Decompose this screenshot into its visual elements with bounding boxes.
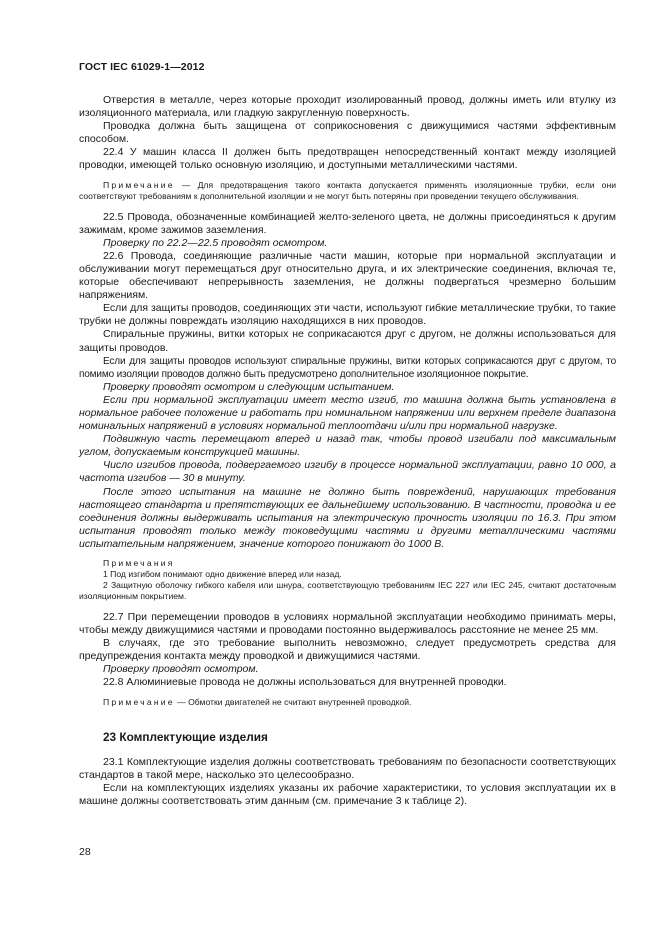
paragraph: Если для защиты проводов, соединяющих эти части, используют гибкие металлические трубки, то такие трубки не должны повреждать изоляцию находящихся в них проводов. [79,302,616,328]
test-paragraph: Подвижную часть перемещают вперед и назад так, чтобы провод изгибали под максимальным углом, допускаемым конструкцией машины. [79,433,616,459]
clause-22-7: 22.7 При перемещении проводов в условиях нормальной эксплуатации необходимо принимать меры, чтобы между движущимися частями и проводами постоянно выдерживалось расстояние не менее 25 мм. [79,611,616,637]
check-statement: Проверку проводят осмотром. [103,663,259,676]
note-text: — Для предотвращения такого контакта допускается применять изоляционные трубки, если они соответствуют требованиям к дополнительной изоляции и не могут быть потеряны при проведении текущего обслуживания. [79,179,617,201]
note-text: — Обмотки двигателей не считают внутренней проводкой. [177,696,412,707]
document-body [79,94,616,808]
note-item: 2 Защитную оболочку гибкого кабеля или шнура, соответствующую требованиям IEC 227 или IEC 245, считают достаточным изоляционным покрытием. [79,580,616,601]
note [79,697,616,708]
test-paragraph: Если при нормальной эксплуатации имеет место изгиб, то машина должна быть установлена в нормальное рабочее положение и работать при номинальном напряжении или верхнем пределе диапазона номинальных напряжений в условиях нормальной теплоотдачи и/или при нормальной нагрузке. [79,393,616,433]
test-paragraph: После этого испытания на машине не должно быть повреждений, нарушающих требования настоящего стандарта и препятствующих ее дальнейшему использованию. В частности, проводка и ее соединения должны выдерживать испытания на электрическую прочность изоляции по 16.3. При этом испытания проводят только между токоведущими частями и другими металлическими частями испытательным напряжением, значение которого понижают до 1000 В. [79,485,616,550]
clause-23-1: 23.1 Комплектующие изделия должны соответствовать требованиям по безопасности соответствующих стандартов в такой мере, насколько это целесообразно. [79,755,616,781]
note-label: Примечание [103,696,175,707]
paragraph: Если для защиты проводов используют спиральные пружины, витки которых соприкасаются друг с другом, то помимо изоляции проводов должно быть предусмотрено дополнительное изоляционное покрытие. [79,355,616,380]
notes-label: Примечания [103,558,175,568]
document-header: ГОСТ IEC 61029-1—2012 [79,61,205,73]
page-number: 28 [79,846,91,858]
paragraph: Спиральные пружины, витки которых не соприкасаются друг с другом, не должны использоваться для защиты проводов. [79,328,616,354]
section-heading: 23 Комплектующие изделия [103,729,268,744]
clause-22-5: 22.5 Провода, обозначенные комбинацией желто-зеленого цвета, не должны присоединяться к другим зажимам, кроме зажимов заземления. [79,210,616,236]
check-statement: Проверку по 22.2—22.5 проводят осмотром. [103,236,328,249]
paragraph: Проводка должна быть защищена от соприкосновения с движущимися частями эффективным способом. [79,120,616,146]
clause-22-8: 22.8 Алюминиевые провода не должны использоваться для внутренней проводки. [103,676,507,689]
note-item: 1 Под изгибом понимают одно движение вперед или назад. [103,569,342,579]
paragraph: В случаях, где это требование выполнить невозможно, следует предусмотреть средства для предупреждения контакта между проводкой и движущимися частями. [79,637,616,663]
paragraph: Если на комплектующих изделиях указаны их рабочие характеристики, то условия эксплуатации их в машине должны соответствовать этим данным (см. примечание 3 к таблице 2). [79,781,616,807]
paragraph: Отверстия в металле, через которые проходит изолированный провод, должны иметь или втулку из изоляционного материала, или гладкую закругленную поверхность. [79,94,616,120]
check-statement: Проверку проводят осмотром и следующим испытанием. [103,380,395,393]
notes-heading [79,558,616,569]
clause-22-6: 22.6 Провода, соединяющие различные части машин, которые при нормальной эксплуатации и обслуживании могут перемещаться друг относительно друга, и их электрические соединения, включая те, которые обеспечивают непрерывность заземления, не должны подвергаться чрезмерно большим напряжениям. [79,249,616,302]
clause-22-4: 22.4 У машин класса II должен быть предотвращен непосредственный контакт между изоляцией проводки, имеющей только основную изоляцию, и доступными металлическими частями. [79,146,616,172]
note [79,180,616,202]
note-label: Примечание [103,179,175,190]
test-paragraph: Число изгибов провода, подвергаемого изгибу в процессе нормальной эксплуатации, равно 10 000, а частота изгибов — 30 в минуту. [79,459,616,485]
